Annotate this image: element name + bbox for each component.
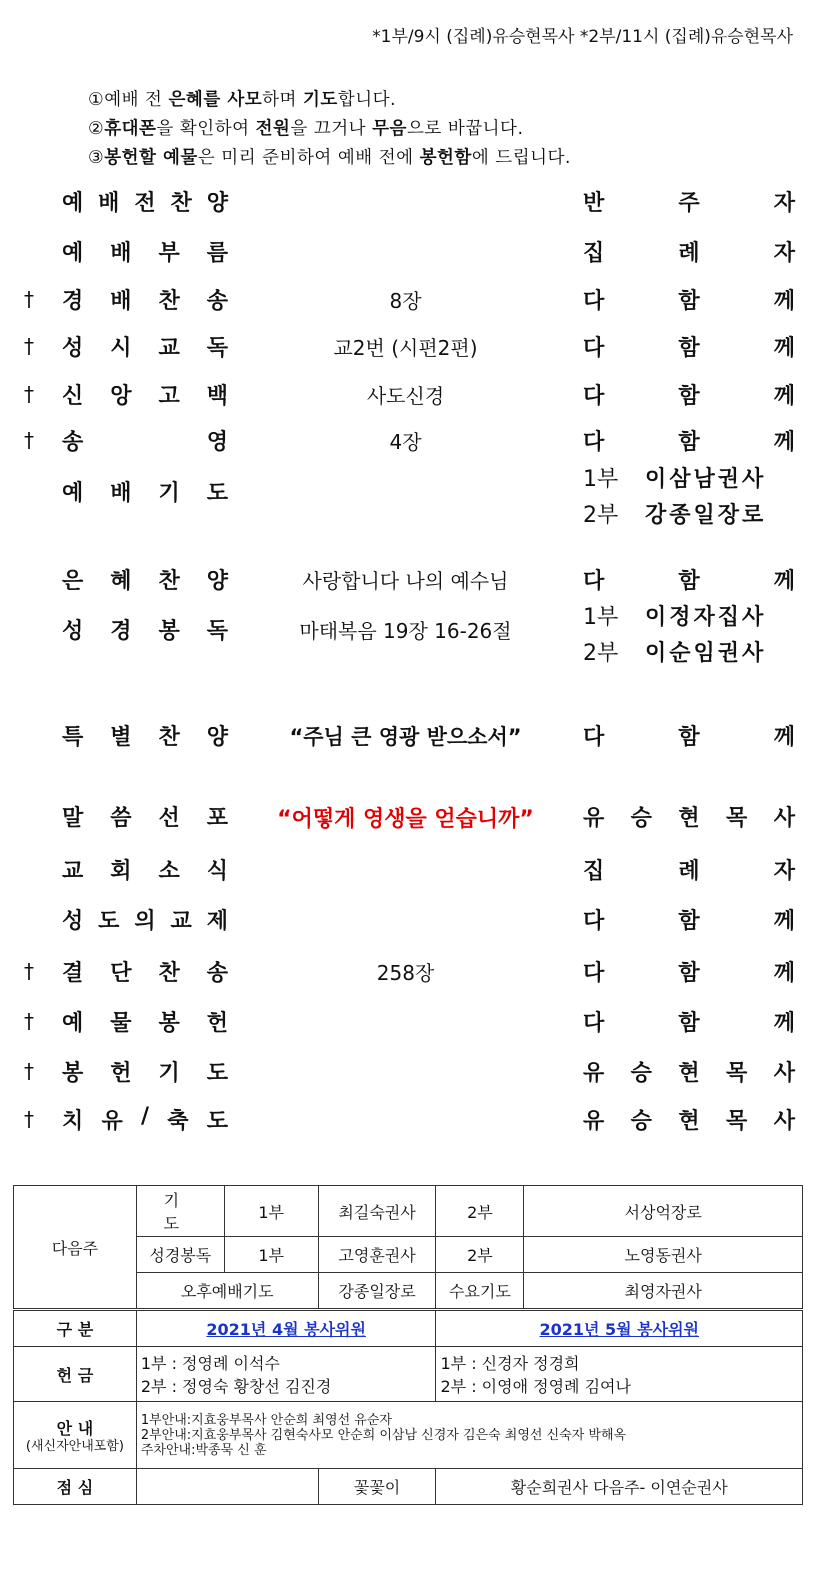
leader-part: 2부 [583,641,619,666]
next-reading-part1: 1부 [224,1237,318,1273]
order-title: 봉 헌 기 도 [62,1061,228,1086]
order-leader: 집 례 자 [583,241,795,266]
order-title: 송 영 [62,430,228,455]
leader-part: 1부 [583,467,619,492]
offering-label: 헌 금 [14,1347,137,1402]
offering-may-1: 1부 : 신경자 정경희 [440,1354,580,1373]
offering-may-2: 2부 : 이영애 정영례 김여나 [440,1377,631,1396]
lunch-empty [136,1469,318,1505]
next-reading-name2: 노영동권사 [524,1237,803,1273]
order-item [0,325,835,369]
order-leader: 집 례 자 [583,859,795,884]
order-title: 교 회 소 식 [62,859,228,884]
standing-mark: † [24,1059,34,1083]
leader-part: 1부 [583,605,619,630]
order-content: 사도신경 [366,384,445,408]
order-title: 예 배 기 도 [62,481,228,506]
order-title: 특 별 찬 양 [62,725,228,750]
next-prayer-label: 기 도 [136,1186,224,1237]
offering-april-1: 1부 : 정영례 이석수 [140,1354,280,1373]
order-leaders [583,462,795,534]
order-content: “주님 큰 영광 받으소서” [289,725,522,749]
order-leader: 다 함 께 [583,1011,795,1036]
order-title: 결 단 찬 송 [62,961,228,986]
offering-april-2: 2부 : 정영숙 황창선 김진경 [140,1377,332,1396]
order-item [0,898,835,942]
order-leader: 다 함 께 [583,569,795,594]
service-schedule-table [13,1185,803,1505]
offering-april [136,1347,436,1402]
order-leaders [583,600,795,672]
section-label: 구 분 [14,1310,137,1347]
order-item [0,230,835,274]
order-title: 성 시 교 독 [62,336,228,361]
order-leader: 다 함 께 [583,725,795,750]
order-item [0,950,835,994]
order-item [0,278,835,322]
order-item [0,795,835,839]
order-content: 사랑합니다 나의 예수님 [302,569,509,593]
next-prayer-name1: 최길숙권사 [318,1186,436,1237]
standing-mark: † [24,428,34,452]
order-content: 교2번 (시편2편) [333,336,478,360]
guide-label [14,1402,137,1469]
order-item [0,419,835,463]
order-title: 말 씀 선 포 [62,806,228,831]
lunch-names: 황순희권사 다음주- 이연순권사 [436,1469,803,1505]
notice-prayer: ①예배 전 은혜를 사모하며 기도합니다. [88,90,397,110]
order-item [0,1050,835,1094]
order-leader: 다 함 께 [583,430,795,455]
leader-line [583,462,795,498]
order-item [0,180,835,224]
order-title: 성 경 봉 독 [62,619,228,644]
notice-phone: ②휴대폰을 확인하여 전원을 끄거나 무음으로 바꿉니다. [88,119,524,139]
order-title: 예 물 봉 헌 [62,1011,228,1036]
standing-mark: † [24,1107,34,1131]
may-volunteers-link[interactable]: 2021년 5월 봉사위원 [539,1320,700,1339]
order-title: 예 배 전 찬 양 [62,191,228,216]
leader-line [583,636,795,672]
order-content: “어떻게 영생을 얻습니까” [277,807,534,832]
order-title: 예 배 부 름 [62,241,228,266]
guide-details [136,1402,802,1469]
order-item [0,1000,835,1044]
order-content: 4장 [389,430,422,454]
next-wed-prayer-label: 수요기도 [436,1273,524,1310]
leader-name: 이정자집사 [645,605,767,630]
service-times: *1부/9시 (집례)유승현목사 *2부/11시 (집례)유승현목사 [372,27,793,47]
order-leader: 다 함 께 [583,289,795,314]
standing-mark: † [24,287,34,311]
order-item [0,467,835,528]
next-reading-name1: 고영훈권사 [318,1237,436,1273]
order-title: 은 혜 찬 양 [62,569,228,594]
order-leader: 유 승 현 목 사 [583,806,795,831]
order-item [0,1098,835,1142]
next-reading-part2: 2부 [436,1237,524,1273]
guide-line-3: 주차안내:박종묵 신 훈 [140,1442,267,1458]
notice-offering: ③봉헌할 예물은 미리 준비하여 예배 전에 봉헌함에 드립니다. [88,148,571,168]
leader-part: 2부 [583,503,619,528]
order-item [0,714,835,758]
next-prayer-name2: 서상억장로 [524,1186,803,1237]
order-leader: 다 함 께 [583,961,795,986]
offering-may [436,1347,803,1402]
next-prayer-part1: 1부 [224,1186,318,1237]
lunch-label: 점 심 [14,1469,137,1505]
leader-name: 이순임권사 [645,641,767,666]
lunch-team: 꽃꽃이 [318,1469,436,1505]
next-wed-prayer-name: 최영자권사 [524,1273,803,1310]
guide-line-2: 2부안내:지효웅부목사 김현숙사모 안순희 이삼남 신경자 김은숙 최영선 신숙자 박해옥 [140,1427,627,1443]
order-item [0,605,835,666]
standing-mark: † [24,334,34,358]
order-title: 경 배 찬 송 [62,289,228,314]
order-title: 신 앙 고 백 [62,384,228,409]
order-title: 성 도 의 교 제 [62,909,228,934]
order-content: 258장 [376,961,435,985]
worship-notices [88,86,571,173]
order-item [0,373,835,417]
order-item [0,848,835,892]
order-leader: 유 승 현 목 사 [583,1109,795,1134]
leader-name: 이삼남권사 [645,467,767,492]
next-week-label: 다음주 [14,1186,137,1310]
order-leader: 반 주 자 [583,191,795,216]
order-item [0,558,835,602]
order-leader: 다 함 께 [583,384,795,409]
order-content: 마태복음 19장 16-26절 [299,619,512,643]
standing-mark: † [24,1009,34,1033]
order-leader: 다 함 께 [583,909,795,934]
order-leader: 다 함 께 [583,336,795,361]
next-pm-prayer-label: 오후예배기도 [136,1273,318,1310]
guide-label-text: 안 내 [56,1419,94,1438]
leader-name: 강종일장로 [645,503,767,528]
order-leader: 유 승 현 목 사 [583,1061,795,1086]
standing-mark: † [24,959,34,983]
leader-line [583,600,795,636]
guide-line-1: 1부안내:지효웅부목사 안순희 최영선 유순자 [140,1412,392,1428]
guide-sub-label: (새신자안내포함) [25,1439,124,1454]
april-volunteers-link[interactable]: 2021년 4월 봉사위원 [206,1320,366,1339]
order-title: 치 유 / 축 도 [62,1104,228,1134]
standing-mark: † [24,382,34,406]
order-content: 8장 [389,289,422,313]
next-pm-prayer-name: 강종일장로 [318,1273,436,1310]
next-reading-label: 성경봉독 [136,1237,224,1273]
leader-line [583,498,795,534]
next-prayer-part2: 2부 [436,1186,524,1237]
